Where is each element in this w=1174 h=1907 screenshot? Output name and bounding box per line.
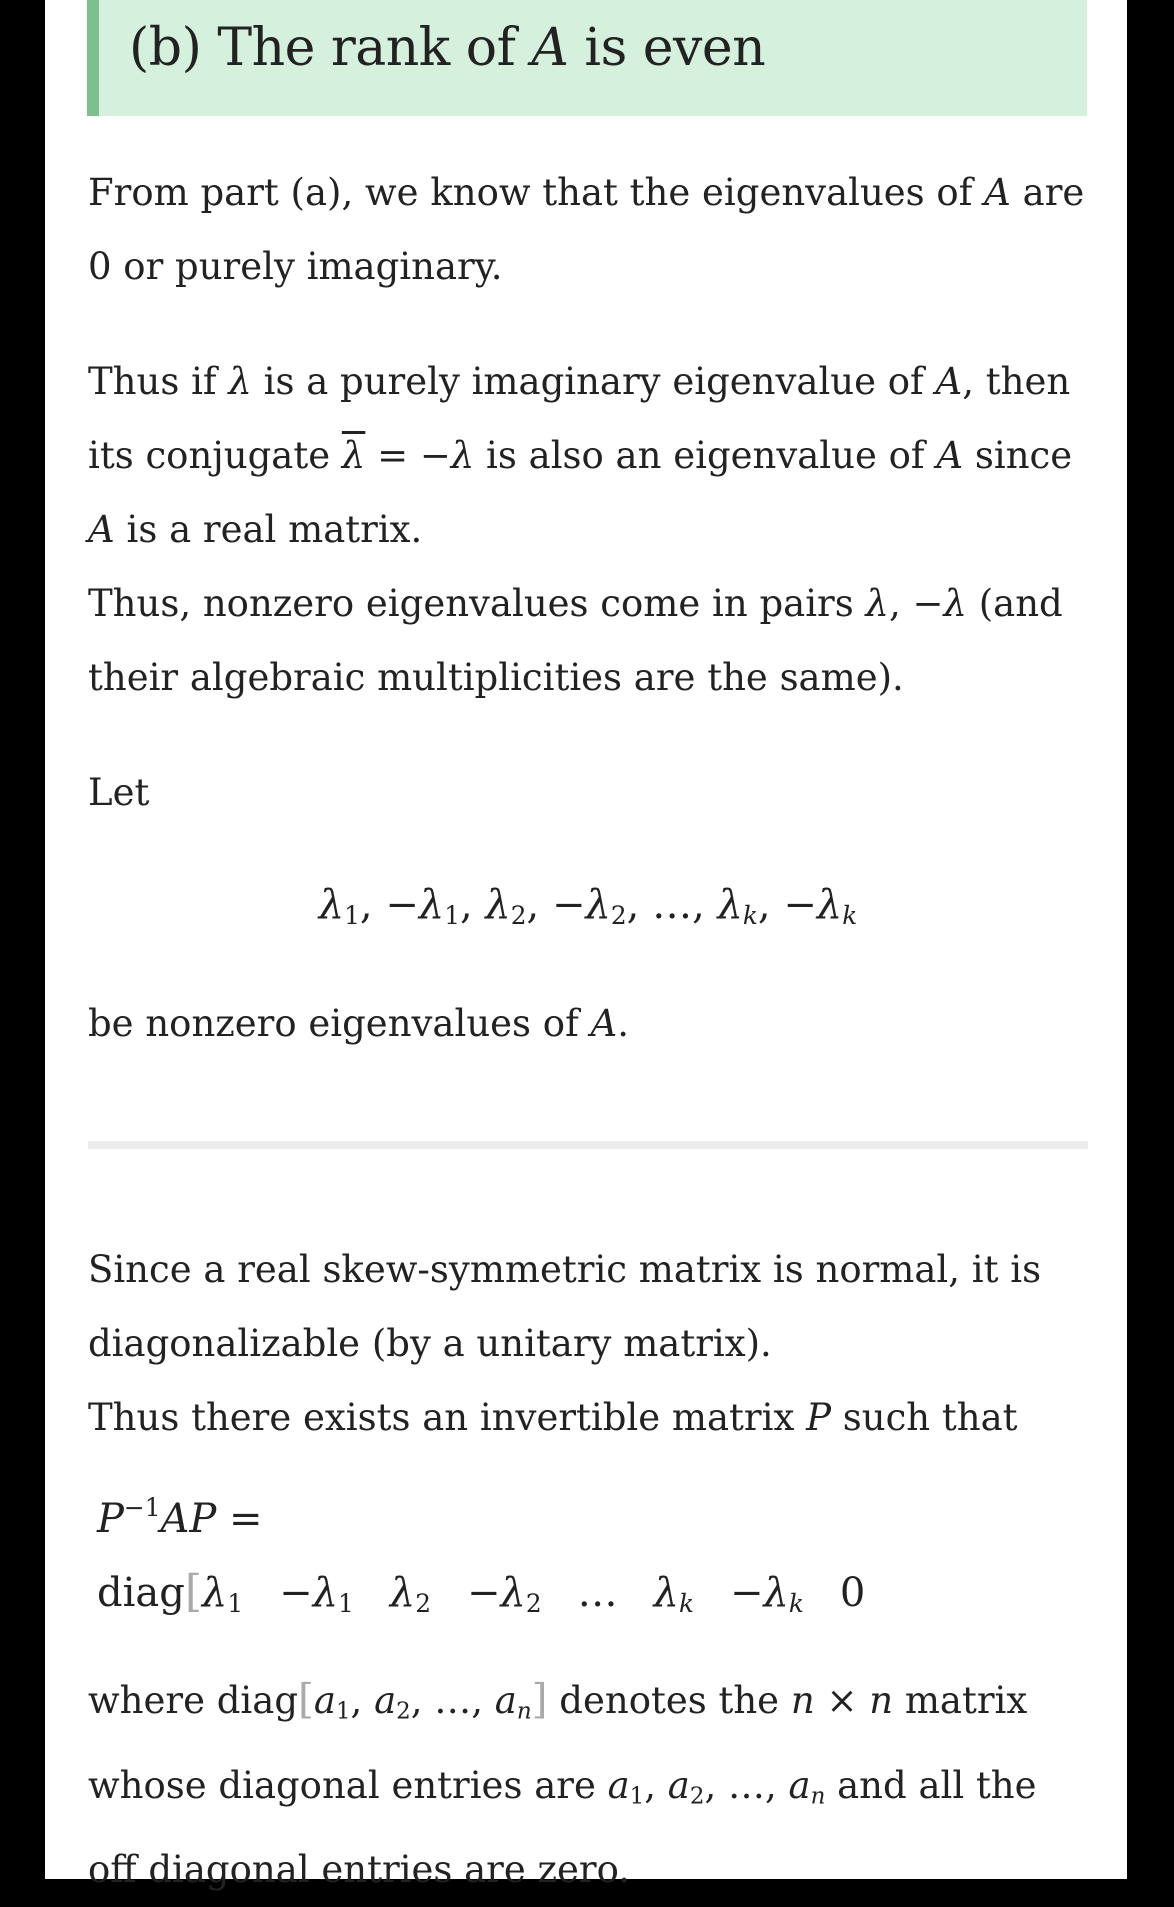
sub: k (788, 1589, 804, 1619)
ellipsis: … (434, 1679, 472, 1722)
ellipsis: … (727, 1763, 765, 1807)
text: such that (830, 1396, 1018, 1439)
lambda: λ (717, 882, 743, 928)
sub: k (678, 1589, 695, 1619)
text: From part (a), we know that the eigenvalues of (88, 171, 985, 214)
lambda: λ (500, 1570, 526, 1616)
sub: 1 (227, 1589, 244, 1619)
math-var: A (935, 360, 963, 403)
text: its conjugate (88, 434, 342, 477)
text: whose diagonal entries are (88, 1763, 608, 1807)
equation-diag-matrix (97, 1566, 1087, 1618)
math-var: A (936, 434, 964, 477)
sub: n (516, 1698, 532, 1725)
lambda: λ (485, 882, 511, 928)
math-var: λ (450, 434, 475, 477)
paragraph-diagonalizable (88, 1233, 1088, 1455)
sup: −1 (123, 1493, 161, 1522)
lambda: λ (585, 882, 611, 928)
comma: , (644, 1763, 668, 1807)
sub: 1 (344, 901, 360, 931)
text: Thus, nonzero eigenvalues come in pairs (88, 582, 866, 625)
comma: , (757, 882, 784, 928)
comma: , (692, 882, 718, 928)
left-bracket: [ (184, 1566, 203, 1617)
math-conj: $\overline{\lambda}$ (341, 434, 366, 477)
times: × (814, 1679, 870, 1722)
math-var: P (97, 1496, 124, 1543)
math-var: AP (160, 1496, 217, 1543)
text: denotes the (547, 1679, 791, 1722)
math-var: A (88, 508, 115, 551)
text: are (1010, 171, 1085, 214)
comma: , (704, 1763, 728, 1807)
text: be nonzero eigenvalues of (88, 1002, 591, 1045)
heading-text: (b) The rank of (129, 18, 532, 78)
heading-var-a: A (531, 18, 569, 78)
text: matrix (893, 1679, 1028, 1722)
comma: , (459, 882, 486, 928)
math-var: P (806, 1396, 831, 1439)
math-op: , − (888, 582, 944, 625)
paragraph-conjugate (88, 345, 1088, 567)
comma: , (526, 882, 552, 928)
neg: − (466, 1570, 501, 1616)
neg: − (551, 882, 586, 928)
sub: k (842, 901, 858, 931)
math-var: a (607, 1763, 630, 1807)
eigenvalue-list-display (88, 882, 1088, 930)
diag-label: diag (97, 1570, 185, 1616)
text: . (617, 1002, 630, 1045)
sub: 1 (338, 1589, 354, 1619)
zero: 0 (839, 1570, 866, 1616)
math-op: = − (365, 434, 451, 477)
comma: , (626, 882, 653, 928)
text: is a purely imaginary eigenvalue of (251, 360, 936, 403)
text: off diagonal entries are zero. (88, 1848, 630, 1892)
comma: , (350, 1679, 375, 1722)
section-divider (88, 1141, 1088, 1149)
text: diagonalizable (by a unitary matrix). (88, 1322, 772, 1365)
equation-lhs (97, 1493, 263, 1542)
math-var: λ (943, 582, 967, 625)
section-heading (129, 18, 765, 78)
lambda: λ (418, 882, 445, 928)
neg: − (730, 1570, 764, 1616)
heading-text-suffix: is even (568, 18, 766, 78)
text: , then (962, 360, 1071, 403)
comma: , (471, 1679, 495, 1722)
sub: 1 (629, 1783, 645, 1810)
paragraph-nonzero (88, 987, 1088, 1061)
paragraph-let (88, 756, 1088, 830)
sub: 1 (444, 901, 460, 931)
math-var: a (788, 1763, 811, 1807)
lambda: λ (389, 1570, 416, 1616)
paragraph-diag-definition (88, 1662, 1088, 1907)
math-var: a (494, 1679, 517, 1722)
comma: , (410, 1679, 435, 1722)
math-var: n (790, 1679, 815, 1722)
text: where diag (88, 1679, 299, 1722)
lambda: λ (312, 1570, 339, 1616)
text: Thus there exists an invertible matrix (88, 1396, 807, 1439)
text: is also an eigenvalue of (474, 434, 937, 477)
neg: − (385, 882, 419, 928)
paragraph-eigenvalues (88, 156, 1088, 304)
math-var: λ (865, 582, 889, 625)
sub: 1 (335, 1698, 351, 1725)
lambda: λ (763, 1570, 789, 1616)
lambda: λ (318, 882, 345, 928)
sub: 2 (396, 1698, 411, 1725)
text: their algebraic multiplicities are the same). (88, 656, 904, 699)
sub: 2 (525, 1589, 542, 1619)
math-var: A (590, 1002, 618, 1045)
text: and all the (825, 1763, 1037, 1807)
sub: k (742, 901, 758, 931)
sub: 2 (510, 901, 527, 931)
text: is a real matrix. (114, 508, 423, 551)
lambda: λ (202, 1570, 228, 1616)
sub: 2 (689, 1783, 705, 1810)
paragraph-pairs (88, 567, 1088, 715)
sub: 2 (610, 901, 627, 931)
math-var: n (869, 1679, 894, 1722)
ellipsis: … (577, 1570, 618, 1616)
text: Thus if (88, 360, 229, 403)
left-bracket: [ (298, 1675, 314, 1723)
right-bracket: ] (531, 1675, 548, 1723)
text: or purely imaginary. (111, 245, 503, 288)
text: Let (88, 771, 150, 814)
text: (and (966, 582, 1063, 625)
sub: n (810, 1783, 826, 1810)
equals: = (216, 1496, 263, 1543)
text: Since a real skew-symmetric matrix is normal, it is (88, 1248, 1042, 1291)
math-var: a (313, 1679, 336, 1722)
comma: , (764, 1763, 789, 1807)
neg: − (783, 882, 817, 928)
lambda: λ (816, 882, 843, 928)
ellipsis: … (652, 882, 693, 928)
math-var: a (374, 1679, 397, 1722)
section-heading-box (87, 0, 1087, 116)
lambda: λ (653, 1570, 679, 1616)
math-var: λ (228, 360, 252, 403)
math-var: a (667, 1763, 690, 1807)
content-page (45, 0, 1127, 1892)
math-num: 0 (88, 245, 112, 288)
comma: , (359, 882, 386, 928)
math-var: A (984, 171, 1011, 214)
sub: 2 (415, 1589, 431, 1619)
neg: − (279, 1570, 313, 1616)
text: since (963, 434, 1073, 477)
